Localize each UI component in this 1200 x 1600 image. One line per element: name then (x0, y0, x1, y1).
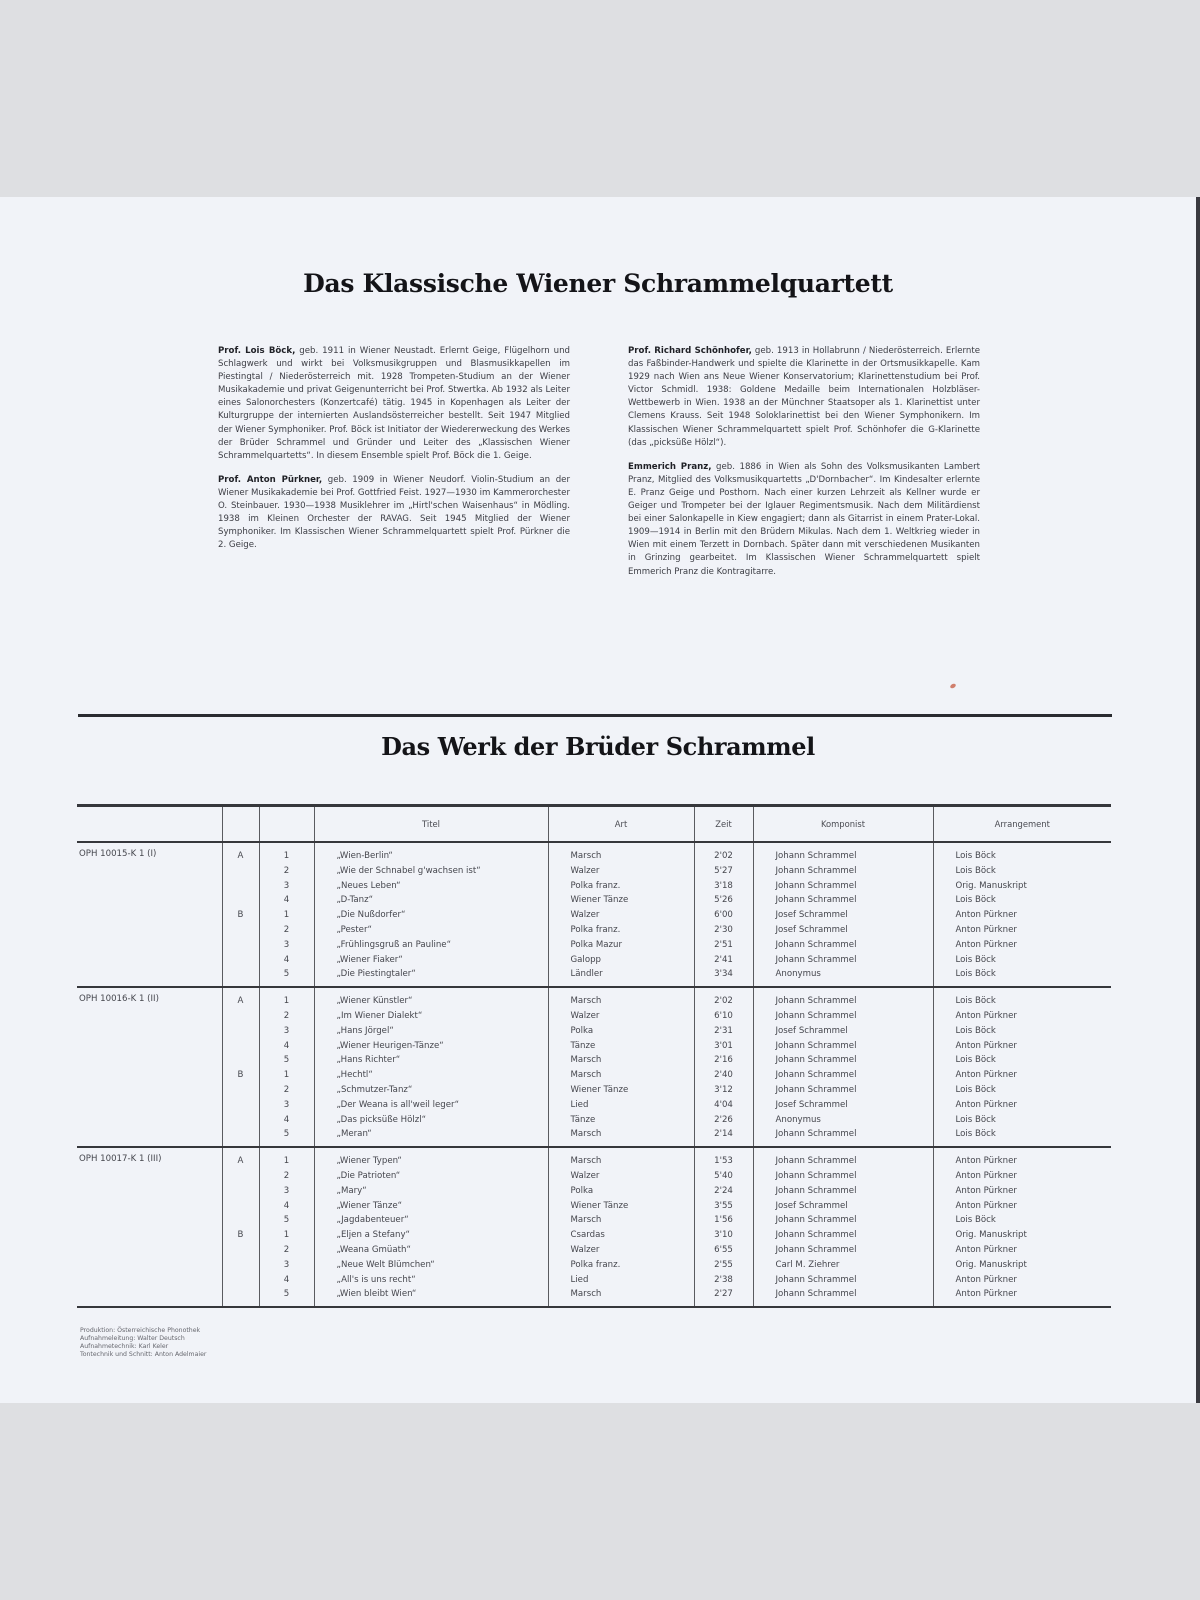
time-column (694, 1147, 753, 1307)
cell: „Das picksüße Hölzl“ (336, 1114, 427, 1125)
cell: Anton Pürkner (955, 1099, 1017, 1110)
cell: Johann Schrammel (775, 851, 857, 861)
cell: Walzer (570, 910, 600, 921)
cell: Lied (570, 1099, 589, 1110)
cell: 1 (283, 910, 290, 921)
cell (224, 1199, 258, 1214)
cell: Lois Böck (955, 954, 996, 965)
cell: 3 (283, 880, 290, 891)
cell (224, 1098, 258, 1113)
cell: Polka (570, 1185, 594, 1196)
cell (224, 1184, 258, 1199)
cell: 2 (283, 1244, 290, 1255)
cell: „Hechtl“ (336, 1070, 373, 1081)
bio-column-left (218, 345, 570, 563)
cell: 2'31 (714, 1025, 733, 1036)
bio-emmerich-pranz (628, 461, 980, 579)
cell: Johann Schrammel (775, 1129, 857, 1140)
cell: Orig. Manuskript (955, 880, 1027, 891)
cell (224, 1287, 258, 1302)
cell: „All's is uns recht“ (336, 1274, 416, 1285)
cell: Anton Pürkner (955, 1244, 1017, 1255)
cell (224, 1039, 258, 1054)
cell: Johann Schrammel (775, 954, 857, 965)
cell: „Meran“ (336, 1129, 372, 1140)
cell: Orig. Manuskript (955, 1230, 1027, 1241)
cell: Marsch (570, 1070, 602, 1081)
cell: „Pester“ (336, 924, 372, 935)
cell: Ländler (570, 969, 603, 980)
liner-notes-page (0, 197, 1200, 1403)
cell: „Hans Richter“ (336, 1055, 401, 1066)
cell: „Die Patrioten“ (336, 1170, 401, 1181)
cell: A (237, 996, 244, 1007)
cell: „Im Wiener Dialekt“ (336, 1010, 423, 1021)
cell: Johann Schrammel (775, 1040, 857, 1051)
arrangement-column (933, 1147, 1111, 1307)
cell: 5 (283, 969, 290, 980)
cell: Anton Pürkner (955, 1185, 1017, 1196)
header-track (259, 806, 314, 843)
bio-name: Emmerich Pranz, (628, 461, 712, 472)
cell: Johann Schrammel (775, 1289, 857, 1300)
cell: Johann Schrammel (775, 865, 857, 876)
cell: „Neues Leben“ (336, 880, 401, 891)
table-body (77, 842, 1111, 1307)
cell: 2 (283, 1084, 290, 1095)
header-record (77, 806, 222, 843)
cell: Lois Böck (955, 1084, 996, 1095)
cell: 3 (283, 1185, 290, 1196)
cell: „Wiener Heurigen-Tänze“ (336, 1040, 444, 1051)
table-section-row (77, 987, 1111, 1147)
cell (224, 1083, 258, 1098)
cell (224, 938, 258, 953)
bio-column-right (628, 345, 980, 590)
cell (224, 1258, 258, 1273)
cell (224, 1169, 258, 1184)
cell: Johann Schrammel (775, 1010, 857, 1021)
cell: Polka franz. (570, 1259, 621, 1270)
cell: Anton Pürkner (955, 1274, 1017, 1285)
section-divider (78, 714, 1112, 717)
cell (224, 923, 258, 938)
cell: Marsch (570, 1055, 602, 1066)
cell: Anton Pürkner (955, 910, 1017, 921)
header-art: Art (548, 806, 694, 843)
cell: Walzer (570, 1010, 600, 1021)
bio-name: Prof. Lois Böck, (218, 346, 296, 356)
cell: A (237, 1156, 244, 1167)
cell: 2 (283, 1170, 290, 1181)
cell (224, 864, 258, 879)
record-number: OPH 10015-K 1 (I) (77, 842, 222, 987)
cell: Johann Schrammel (775, 880, 857, 891)
cell: 5'26 (714, 895, 733, 906)
bio-text: geb. 1911 in Wiener Neustadt. Erlernt Geige, Flügelhorn und Schlagwerk und wirkt bei Volksmusikgruppen und Blasmusikkapellen im Piestingtal / Niederösterreich mit. 1928 Trompeten-Studium an der Wiener Musikakademie und privat Geigenunterricht bei Prof. Stwertka. Ab 1932 als Leiter eines Salonorchesters (Konzertcafé) tätig. 1945 in Kopenhagen als Leiter der Kulturgruppe der internierten Auslandsösterreicher bestellt. Seit 1947 Mitglied der Wiener Symphoniker. Prof. Böck ist Initiator der Wiedererweckung des Werkes der Brüder Schrammel und Gründer und Leiter des „Klassischen Wiener Schrammelquartetts“. In diesem Ensemble spielt Prof. Böck die 1. Geige. (218, 346, 570, 461)
bio-text: geb. 1913 in Hollabrunn / Niederösterreich. Erlernte das Faßbinder-Handwerk und spielte die Klarinette in der Ortsmusikkapelle. Kam 1929 nach Wien ans Neue Wiener Konservatorium; Klarinettenstudium bei Prof. Victor Schmidl. 1938: Goldene Medaille beim Internationalen Holzbläser-Wettbewerb in Wien. 1938 an der Münchner Staatsoper als 1. Klarinettist unter Clemens Krauss. Seit 1948 Soloklarinettist bei den Wiener Symphonikern. Im Klassischen Wiener Schrammelquartett spielt Prof. Schönhofer die G-Klarinette (das „picksüße Hölzl“). (628, 346, 980, 448)
cell (224, 1113, 258, 1128)
credit-line: Produktion: Österreichische Phonothek (80, 1327, 201, 1334)
cell: 4 (283, 1200, 290, 1211)
cell: 2'30 (714, 924, 733, 935)
cell: 1 (283, 851, 290, 861)
cell: 2'40 (714, 1070, 733, 1081)
cell: „Wiener Tänze“ (336, 1200, 403, 1211)
cell: Johann Schrammel (775, 1070, 857, 1081)
cell: 5 (283, 1289, 290, 1300)
credit-line: Aufnahmetechnik: Karl Keler (80, 1343, 169, 1350)
art-column (548, 1147, 694, 1307)
title-column (314, 1147, 548, 1307)
cell: 2'51 (714, 939, 733, 950)
table-section-row (77, 1147, 1111, 1307)
cell: 3 (283, 1025, 290, 1036)
cell: Walzer (570, 1170, 600, 1181)
cell: „Neue Welt Blümchen“ (336, 1259, 435, 1270)
cell: Marsch (570, 1215, 602, 1226)
cell: Lois Böck (955, 1055, 996, 1066)
cell: Anton Pürkner (955, 1289, 1017, 1300)
cell: 4 (283, 954, 290, 965)
cell: 2 (283, 1010, 290, 1021)
credits (80, 1327, 206, 1359)
cell: 3 (283, 1259, 290, 1270)
bio-name: Prof. Anton Pürkner, (218, 474, 323, 485)
cell: Anton Pürkner (955, 924, 1017, 935)
cell: 2'26 (714, 1114, 733, 1125)
cell: 6'10 (714, 1010, 733, 1021)
cell (224, 953, 258, 968)
cell: „Wien-Berlin“ (336, 851, 393, 861)
cell: 4 (283, 895, 290, 906)
track-number-column (259, 842, 314, 987)
paper-stain (949, 683, 956, 689)
cell: 1 (283, 1156, 290, 1167)
cell: Anton Pürkner (955, 1070, 1017, 1081)
arrangement-column (933, 987, 1111, 1147)
cell: Marsch (570, 1156, 602, 1167)
cell: Walzer (570, 865, 600, 876)
cell (224, 1053, 258, 1068)
cell: Johann Schrammel (775, 1170, 857, 1181)
cell: Johann Schrammel (775, 1215, 857, 1226)
cell: 3'10 (714, 1230, 733, 1241)
works-title: Das Werk der Brüder Schrammel (381, 732, 815, 761)
cell: 3'18 (714, 880, 733, 891)
cell: 2'38 (714, 1274, 733, 1285)
cell: 6'55 (714, 1244, 733, 1255)
cell: 2 (283, 924, 290, 935)
cell: „Die Nußdorfer“ (336, 910, 406, 921)
bio-richard-schoenhofer (628, 345, 980, 450)
cell: Josef Schrammel (775, 910, 848, 921)
cell: Josef Schrammel (775, 924, 848, 935)
cell: 2'02 (714, 996, 733, 1007)
header-arrangement: Arrangement (933, 806, 1111, 843)
side-column (222, 842, 259, 987)
cell: 5'27 (714, 865, 733, 876)
cell: 3 (283, 939, 290, 950)
cell: B (237, 1070, 244, 1081)
title-column (314, 842, 548, 987)
cell: Walzer (570, 1244, 600, 1255)
cell: „Der Weana is all'weil leger“ (336, 1099, 460, 1110)
bio-name: Prof. Richard Schönhofer, (628, 346, 752, 356)
cell: 4'04 (714, 1099, 733, 1110)
cell: Polka franz. (570, 924, 621, 935)
cell: Marsch (570, 996, 602, 1007)
bio-text: geb. 1909 in Wiener Neudorf. Violin-Studium an der Wiener Musikakademie bei Prof. Gottfried Feist. 1927—1930 im Kammerorchester O. Steinbauer. 1930—1938 Musiklehrer im „Hirtl'schen Waisenhaus“ in Mödling. 1938 im Kleinen Orchester der RAVAG. Seit 1945 Mitglied der Wiener Symphoniker. Im Klassischen Wiener Schrammelquartett spielt Prof. Pürkner die 2. Geige. (218, 474, 570, 551)
cell: „Wie der Schnabel g'wachsen ist“ (336, 865, 481, 876)
cell: 5 (283, 1055, 290, 1066)
cell: Galopp (570, 954, 601, 965)
cell: 4 (283, 1114, 290, 1125)
header-komponist: Komponist (753, 806, 933, 843)
cell: Anton Pürkner (955, 1200, 1017, 1211)
cell: Lois Böck (955, 1129, 996, 1140)
time-column (694, 987, 753, 1147)
cell: 2'55 (714, 1259, 733, 1270)
cell: Anonymus (775, 969, 821, 980)
cell: Josef Schrammel (775, 1025, 848, 1036)
cell: 1'56 (714, 1215, 733, 1226)
cell: „Frühlingsgruß an Pauline“ (336, 939, 452, 950)
credit-line: Aufnahmeleitung: Walter Deutsch (80, 1335, 185, 1342)
cell: Johann Schrammel (775, 939, 857, 950)
cell: Polka Mazur (570, 939, 623, 950)
cell: „Die Piestingtaler“ (336, 969, 416, 980)
cell: Wiener Tänze (570, 895, 629, 906)
cell: Johann Schrammel (775, 895, 857, 906)
cell: Lois Böck (955, 895, 996, 906)
cell (224, 1024, 258, 1039)
cell: Marsch (570, 1289, 602, 1300)
cell: „Hans Jörgel“ (336, 1025, 394, 1036)
cell: 2'24 (714, 1185, 733, 1196)
side-column (222, 987, 259, 1147)
cell: Johann Schrammel (775, 1156, 857, 1167)
cell: „Wiener Typen“ (336, 1156, 402, 1167)
cell: Wiener Tänze (570, 1200, 629, 1211)
cell (224, 967, 258, 982)
cell: Lois Böck (955, 1114, 996, 1125)
cell: 1 (283, 1070, 290, 1081)
art-column (548, 987, 694, 1147)
time-column (694, 842, 753, 987)
cell: 3'01 (714, 1040, 733, 1051)
art-column (548, 842, 694, 987)
cell: Johann Schrammel (775, 1185, 857, 1196)
cell: Anonymus (775, 1114, 821, 1125)
cell: 3'12 (714, 1084, 733, 1095)
cell: 6'00 (714, 910, 733, 921)
cell (224, 879, 258, 894)
cell (224, 1213, 258, 1228)
cell (224, 1009, 258, 1024)
cell: Josef Schrammel (775, 1200, 848, 1211)
cell: 2'02 (714, 851, 733, 861)
cell: 3 (283, 1099, 290, 1110)
record-number: OPH 10017-K 1 (III) (77, 1147, 222, 1307)
page-title: Das Klassische Wiener Schrammelquartett (303, 269, 893, 298)
cell (224, 1243, 258, 1258)
cell: 2'27 (714, 1289, 733, 1300)
cell: 3'34 (714, 969, 733, 980)
header-zeit: Zeit (694, 806, 753, 843)
cell: Anton Pürkner (955, 1170, 1017, 1181)
cell: Lois Böck (955, 865, 996, 876)
composer-column (753, 987, 933, 1147)
cell: Johann Schrammel (775, 1055, 857, 1066)
cell: Lois Böck (955, 851, 996, 861)
cell: Johann Schrammel (775, 1084, 857, 1095)
cell (224, 1127, 258, 1142)
composer-column (753, 1147, 933, 1307)
cell: Johann Schrammel (775, 1244, 857, 1255)
bio-anton-puerkner (218, 474, 570, 553)
cell: 4 (283, 1274, 290, 1285)
cell: Anton Pürkner (955, 1040, 1017, 1051)
cell: „Jagdabenteuer“ (336, 1215, 409, 1226)
record-number: OPH 10016-K 1 (II) (77, 987, 222, 1147)
cell: Orig. Manuskript (955, 1259, 1027, 1270)
cell: 2 (283, 865, 290, 876)
cell: 2'14 (714, 1129, 733, 1140)
cell (224, 893, 258, 908)
cell: 1 (283, 996, 290, 1007)
cell: Lois Böck (955, 996, 996, 1007)
bio-lois-boeck (218, 345, 570, 463)
cell: Johann Schrammel (775, 996, 857, 1007)
track-number-column (259, 987, 314, 1147)
cell: Lois Böck (955, 1025, 996, 1036)
cell: 5 (283, 1129, 290, 1140)
cell: A (237, 851, 244, 861)
cell: 4 (283, 1040, 290, 1051)
cell: Wiener Tänze (570, 1084, 629, 1095)
cell: 1'53 (714, 1156, 733, 1167)
bio-text: geb. 1886 in Wien als Sohn des Volksmusikanten Lambert Pranz, Mitglied des Volksmusikquartetts „D'Dornbacher“. Im Kindesalter erlernte E. Pranz Geige und Posthorn. Nach einer kurzen Lehrzeit als Kellner wurde er Geiger und Trompeter bei der Iglauer Regimentsmusik. Nach dem Militärdienst bei einer Salonkapelle in Kiew engagiert; dann als Gitarrist in einem Prater-Lokal. 1909—1914 in Berlin mit den Brüdern Mikulas. Nach dem 1. Weltkrieg wieder in Wien mit einem Terzett in Dornbach. Später dann mit verschiedenen Musikanten in Grinzing gearbeitet. Im Klassischen Wiener Schrammelquartett spielt Emmerich Pranz die Kontragitarre. (628, 461, 980, 577)
works-table (77, 804, 1111, 1308)
title-column (314, 987, 548, 1147)
cell: Marsch (570, 1129, 602, 1140)
cell: „Eljen a Stefany“ (336, 1230, 411, 1241)
cell: „Mary“ (336, 1185, 367, 1196)
header-titel: Titel (314, 806, 548, 843)
cell: Polka (570, 1025, 594, 1036)
cell: 3'55 (714, 1200, 733, 1211)
cell: „D-Tanz“ (336, 895, 374, 906)
cell: Anton Pürkner (955, 1010, 1017, 1021)
arrangement-column (933, 842, 1111, 987)
cell: 2'16 (714, 1055, 733, 1066)
cell: B (237, 910, 244, 921)
cell: Anton Pürkner (955, 1156, 1017, 1167)
credit-line: Tontechnik und Schnitt: Anton Adelmaier (80, 1351, 207, 1358)
cell: Csardas (570, 1230, 605, 1241)
cell: Johann Schrammel (775, 1274, 857, 1285)
cell: „Wien bleibt Wien“ (336, 1289, 417, 1300)
table-header-row (77, 806, 1111, 843)
cell: 2'41 (714, 954, 733, 965)
cell: „Schmutzer-Tanz“ (336, 1084, 413, 1095)
cell: 5'40 (714, 1170, 733, 1181)
cell: Tänze (570, 1114, 596, 1125)
cell: 5 (283, 1215, 290, 1226)
cell: Polka franz. (570, 880, 621, 891)
cell: Lied (570, 1274, 589, 1285)
cell: Carl M. Ziehrer (775, 1259, 840, 1270)
cell: Lois Böck (955, 969, 996, 980)
cell: „Weana Gmüath“ (336, 1244, 411, 1255)
header-side (222, 806, 259, 843)
side-column (222, 1147, 259, 1307)
cell: 1 (283, 1230, 290, 1241)
cell: B (237, 1230, 244, 1241)
cell: Anton Pürkner (955, 939, 1017, 950)
table-section-row (77, 842, 1111, 987)
cell: Josef Schrammel (775, 1099, 848, 1110)
composer-column (753, 842, 933, 987)
cell (224, 1273, 258, 1288)
cell: „Wiener Künstler“ (336, 996, 413, 1007)
cell: „Wiener Fiaker“ (336, 954, 403, 965)
cell: Tänze (570, 1040, 596, 1051)
cell: Marsch (570, 851, 602, 861)
cell: Johann Schrammel (775, 1230, 857, 1241)
track-number-column (259, 1147, 314, 1307)
cell: Lois Böck (955, 1215, 996, 1226)
